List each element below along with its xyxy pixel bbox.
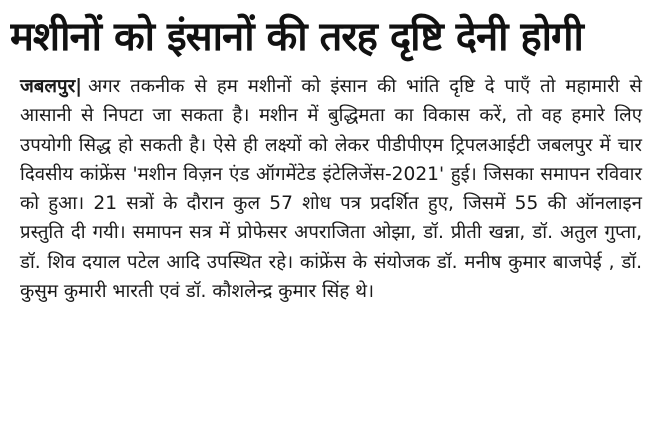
article-text: अगर तकनीक से हम मशीनों को इंसान की भांति दृष्टि दे पाएँ तो महामारी से आसानी से निपटा जा सकता है। मशीन में बुद्धिमता का विकास करें, तो वह हमारे लिए उपयोगी सिद्ध हो सकती है। ऐसे ही लक्ष्यों को लेकर पीडीपीएम ट्रिपलआईटी जबलपुर में चार दिवसीय कांफ्रेंस 'मशीन विज़न एंड ऑगमेंटेड इंटेलिजेंस-2021' हुई। जिसका समापन रविवार को हुआ। 21 सत्रों के दौरान कुल 57 शोध पत्र प्रदर्शित हुए, जिसमें 55 की ऑनलाइन प्रस्तुति दी गयी। समापन सत्र में प्रोफेसर अपराजिता ओझा, डॉ. प्रीती खन्ना, डॉ. अतुल गुप्ता, डॉ. शिव दयाल पटेल आदि उपस्थित रहे। कांफ्रेंस के संयोजक डॉ. मनीष कुमार बाजपेई , डॉ. कुसुम कुमारी भारती एवं डॉ. कौशलेन्द्र कुमार सिंह थे। (20, 76, 642, 303)
article-body (20, 72, 642, 306)
headline: मशीनों को इंसानों की तरह दृष्टि देनी होगी (10, 14, 583, 60)
dateline-separator: | (75, 76, 82, 97)
dateline: जबलपुर (20, 76, 76, 97)
